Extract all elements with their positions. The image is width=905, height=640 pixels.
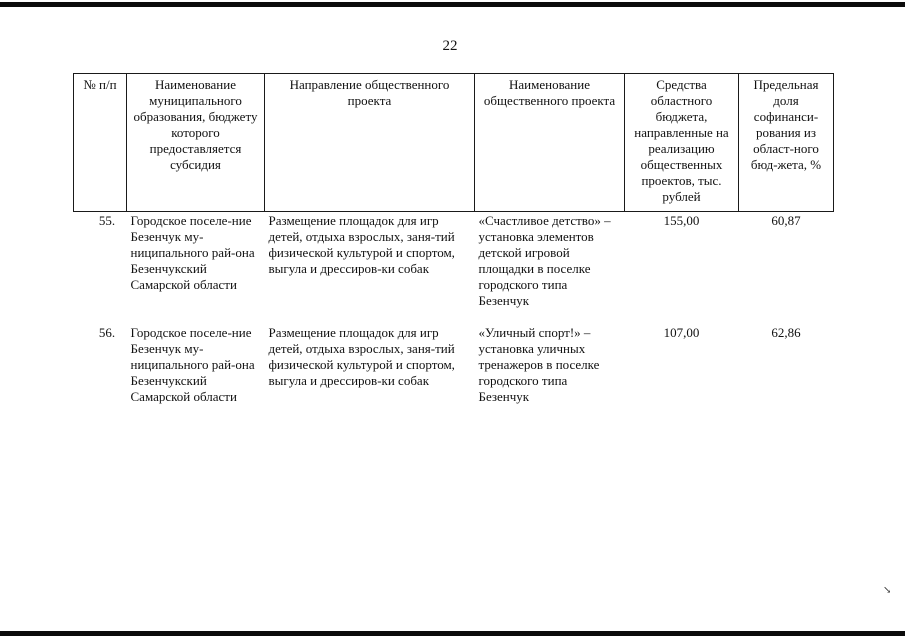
row-project-name: «Счастливое детство» – установка элементов детской игровой площадки в поселке городского типа Безенчук [478,213,611,308]
scan-mark: ↘ [883,585,892,596]
row-municipality: Городское поселе-ние Безенчук му-ниципального рай-она Безенчукский Самарской области [130,325,255,404]
header-direction: Направление общественного проекта [265,74,475,212]
row-share: 62,86 [771,325,801,340]
scan-edge-top [0,2,905,7]
header-number: № п/п [74,74,127,212]
header-project-name: Наименование общественного проекта [475,74,625,212]
scan-edge-bottom [0,631,905,636]
row-direction: Размещение площадок для игр детей, отдыха взрослых, заня-тий физической культурой и спортом, выгула и дрессиров-ки собак [268,325,455,388]
table-row [74,323,834,405]
row-share: 60,87 [771,213,801,228]
page-number: 22 [442,38,458,54]
header-municipality: Наименование муниципального образования, бюджету которого предоставляется субсидия [127,74,265,212]
header-regional-funds: Средства областного бюджета, направленные на реализацию общественных проектов, тыс. рублей [625,74,739,212]
table-header-row [74,74,834,212]
row-direction: Размещение площадок для игр детей, отдыха взрослых, заня-тий физической культурой и спортом, выгула и дрессиров-ки собак [268,213,455,276]
row-funds: 107,00 [663,325,700,340]
row-funds: 155,00 [663,213,700,228]
row-project-name: «Уличный спорт!» – установка уличных тренажеров в поселке городского типа Безенчук [478,325,600,404]
subsidy-table [73,73,834,405]
table-row [74,212,834,324]
row-number: 55. [98,213,116,228]
header-cofinancing-share: Предельная доля софинанси-рования из област-ного бюд-жета, % [739,74,834,212]
row-number: 56. [98,325,116,340]
row-municipality: Городское поселе-ние Безенчук му-ниципального рай-она Безенчукский Самарской области [130,213,255,292]
